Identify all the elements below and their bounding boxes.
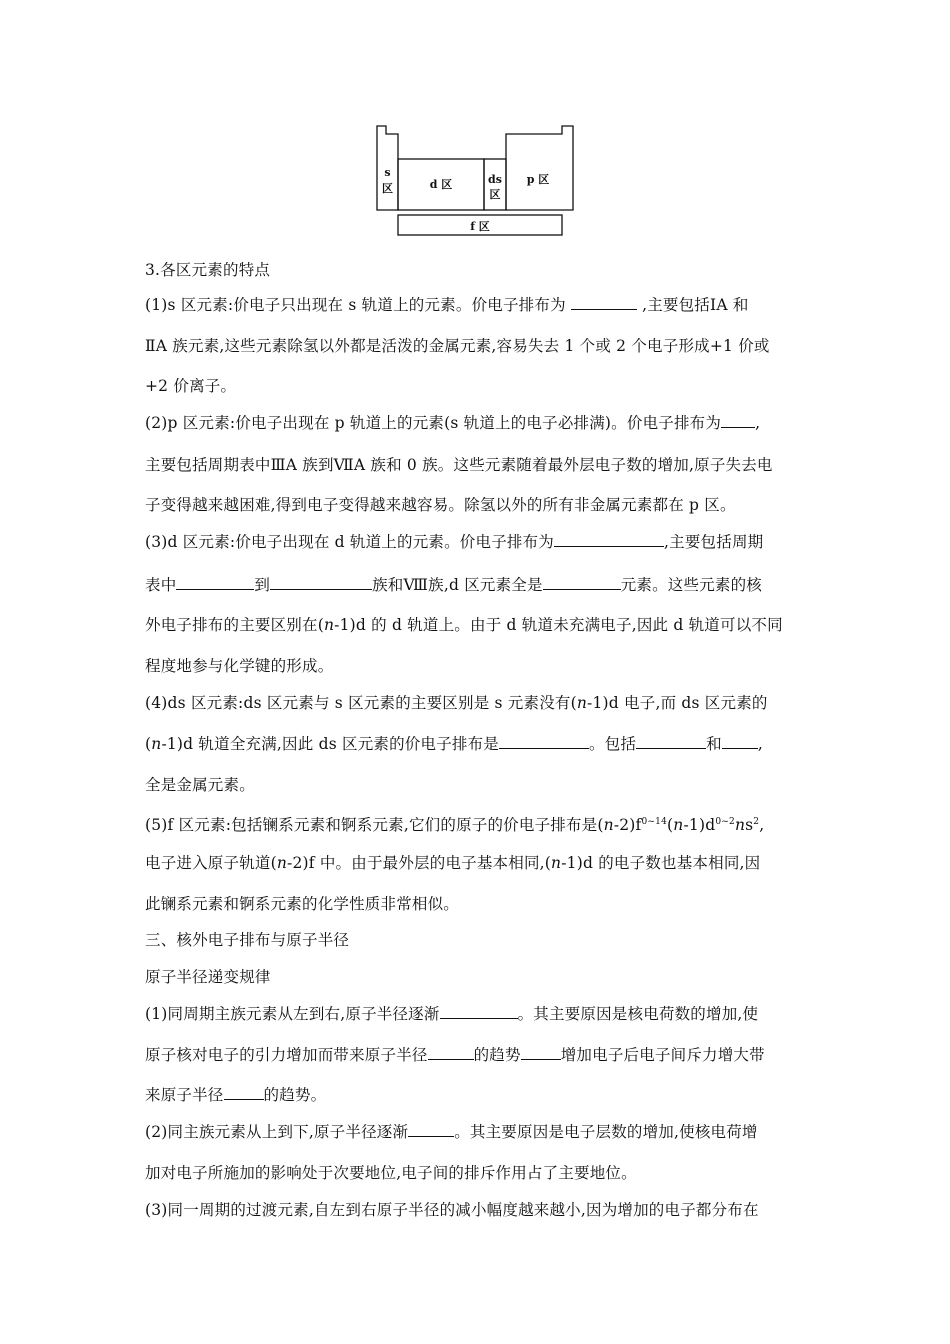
answer-blank[interactable] — [440, 1004, 518, 1019]
paragraph-d-block-line3: 外电子排布的主要区别在(n-1)d 的 d 轨道上。由于 d 轨道未充满电子,因此 d 轨道可以不同 — [145, 616, 783, 634]
p-block — [506, 126, 573, 210]
paragraph-f-block-line1: (5)f 区元素:包括镧系元素和锕系元素,它们的原子的价电子排布是$(n-2)f^{0\sim 14}(n-1)d^{0\sim 2}ns^2$, — [145, 816, 765, 834]
section-heading: 3.各区元素的特点 — [145, 261, 271, 279]
paragraph-p-block-line3: 子变得越来越困难,得到电子变得越来越容易。除氢以外的所有非金属元素都在 p 区。 — [145, 496, 736, 514]
radius-rule-1-line2: 原子核对电子的引力增加而带来原子半径 的趋势 增加电子后电子间斥力增大带 — [145, 1046, 765, 1064]
paragraph-d-block-line4: 程度地参与化学键的形成。 — [145, 657, 334, 675]
radius-rule-1-line3: 来原子半径 的趋势。 — [145, 1086, 327, 1104]
paragraph-p-block-line2: 主要包括周期表中ⅢA 族到ⅦA 族和 0 族。这些元素随着最外层电子数的增加,原子失去电 — [145, 456, 773, 474]
radius-rule-3-line1: (3)同一周期的过渡元素,自左到右原子半径的减小幅度越来越小,因为增加的电子都分布在 — [145, 1201, 759, 1219]
answer-blank[interactable] — [408, 1122, 454, 1137]
paragraph-d-block-line1: (3)d 区元素:价电子出现在 d 轨道上的元素。价电子排布为 ,主要包括周期 — [145, 533, 764, 551]
ds-block-label: ds — [488, 173, 502, 186]
paragraph-d-block-line2: 表中 到 族和Ⅷ族,d 区元素全是 元素。这些元素的核 — [145, 576, 763, 594]
s-block-label-2: 区 — [382, 182, 393, 195]
periodic-table-block-diagram — [370, 118, 580, 240]
section-three-heading: 三、核外电子排布与原子半径 — [145, 931, 350, 949]
f-block-label: f 区 — [470, 220, 490, 233]
answer-blank[interactable] — [543, 575, 621, 590]
paragraph-s-block-line3: +2 价离子。 — [145, 377, 237, 395]
section-three-subheading: 原子半径递变规律 — [145, 968, 271, 986]
answer-blank[interactable] — [571, 295, 637, 310]
s-block-label: s — [384, 166, 391, 179]
ds-block-label-2: 区 — [489, 188, 501, 201]
radius-rule-1-line1: (1)同周期主族元素从左到右,原子半径逐渐 。其主要原因是核电荷数的增加,使 — [145, 1005, 759, 1023]
radius-rule-2-line1: (2)同主族元素从上到下,原子半径逐渐 。其主要原因是电子层数的增加,使核电荷增 — [145, 1123, 758, 1141]
answer-blank[interactable] — [224, 1085, 264, 1100]
paragraph-ds-block-line1: (4)ds 区元素:ds 区元素与 s 区元素的主要区别是 s 元素没有(n-1)d 电子,而 ds 区元素的 — [145, 694, 768, 712]
answer-blank[interactable] — [554, 532, 664, 547]
p-block-label: p 区 — [526, 173, 550, 186]
answer-blank[interactable] — [722, 734, 758, 749]
paragraph-ds-block-line3: 全是金属元素。 — [145, 776, 255, 794]
answer-blank[interactable] — [270, 575, 372, 590]
paragraph-f-block-line2: 电子进入原子轨道(n-2)f 中。由于最外层的电子基本相同,(n-1)d 的电子数也基本相同,因 — [145, 854, 761, 872]
paragraph-s-block-line2: ⅡA 族元素,这些元素除氢以外都是活泼的金属元素,容易失去 1 个或 2 个电子形成+1 价或 — [145, 337, 770, 355]
paragraph-p-block-line1: (2)p 区元素:价电子出现在 p 轨道上的元素(s 轨道上的电子必排满)。价电子排布为 , — [145, 414, 761, 432]
d-block-label: d 区 — [429, 178, 453, 191]
paragraph-s-block-line1: (1)s 区元素:价电子只出现在 s 轨道上的元素。价电子排布为 ,主要包括ⅠA 和 — [145, 296, 749, 314]
answer-blank[interactable] — [721, 413, 755, 428]
answer-blank[interactable] — [428, 1045, 474, 1060]
block-diagram-svg — [370, 118, 580, 240]
answer-blank[interactable] — [636, 734, 706, 749]
radius-rule-2-line2: 加对电子所施加的影响处于次要地位,电子间的排斥作用占了主要地位。 — [145, 1164, 637, 1182]
answer-blank[interactable] — [521, 1045, 561, 1060]
paragraph-f-block-line3: 此镧系元素和锕系元素的化学性质非常相似。 — [145, 895, 460, 913]
paragraph-ds-block-line2: (n-1)d 轨道全充满,因此 ds 区元素的价电子排布是 。包括 和 , — [145, 735, 763, 753]
answer-blank[interactable] — [176, 575, 254, 590]
answer-blank[interactable] — [499, 734, 589, 749]
